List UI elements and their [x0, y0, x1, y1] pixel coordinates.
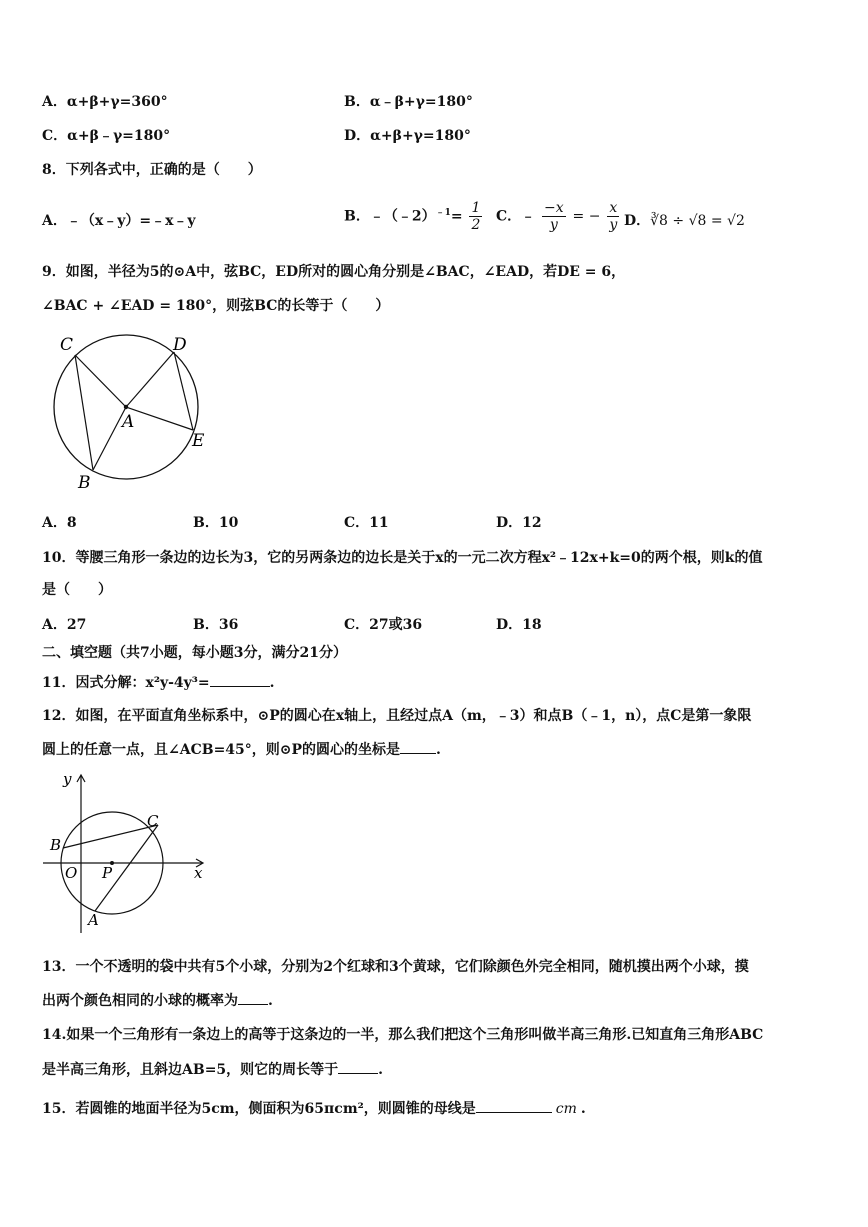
- q15-end: .: [580, 1101, 586, 1117]
- q7-option-d: D．α+β+γ=180°: [344, 128, 471, 144]
- q8-b-prefix: B．﹣（﹣2）: [344, 208, 436, 225]
- q11-stem: 11．因式分解：x²y-4y³=: [42, 675, 210, 691]
- q8-c-fraction-right: [607, 200, 619, 233]
- q8-d-label: D．: [624, 213, 651, 229]
- q9-center-point: [124, 405, 128, 409]
- q12-line-2-text: 圆上的任意一点，且∠ACB=45°，则⊙P的圆心的坐标是: [42, 742, 401, 758]
- q9-option-a: A．8: [42, 515, 77, 531]
- q14-end: .: [378, 1062, 384, 1078]
- q8-c-denominator-2: y: [609, 217, 618, 233]
- q8-c-prefix: C．﹣: [496, 208, 536, 225]
- q12-label-x: x: [194, 864, 203, 882]
- q12-answer-blank[interactable]: [400, 739, 436, 754]
- q8-b-equals: =: [450, 208, 463, 225]
- q9-radius-ac: [75, 355, 126, 407]
- q8-b-denominator: 2: [471, 217, 481, 233]
- q10-line-1: 10．等腰三角形一条边的边长为3，它的另两条边的边长是关于x的一元二次方程x²﹣12x+k=0的两个根，则k的值: [42, 550, 763, 566]
- q8-option-d: [624, 211, 745, 231]
- q8-stem: 8．下列各式中，正确的是（ ）: [42, 162, 262, 178]
- q11-answer-blank[interactable]: [210, 672, 270, 687]
- q11-text: [42, 672, 275, 693]
- q9-label-c: C: [60, 335, 74, 355]
- q15-stem: 15．若圆锥的地面半径为5cm，侧面积为65πcm²，则圆锥的母线是: [42, 1101, 476, 1117]
- q9-line-1: 9．如图，半径为5的⊙A中，弦BC，ED所对的圆心角分别是∠BAC，∠EAD，若DE = 6，: [42, 264, 626, 280]
- q9-label-a: A: [122, 412, 135, 432]
- q10-line-2: 是（ ）: [42, 582, 112, 598]
- q10-option-b: B．36: [193, 617, 239, 633]
- q7-option-b: B．α﹣β+γ=180°: [344, 94, 473, 110]
- q13-line-2-text: 出两个颜色相同的小球的概率为: [42, 993, 238, 1009]
- q7-option-c: C．α+β﹣γ=180°: [42, 128, 171, 144]
- q13-line-2: [42, 990, 273, 1011]
- q15-answer-blank[interactable]: [476, 1098, 552, 1113]
- q9-option-d: D．12: [496, 515, 542, 531]
- q12-label-c: C: [147, 812, 159, 830]
- q12-figure-coordinate: [38, 768, 213, 938]
- q9-label-d: D: [173, 335, 187, 355]
- q13-answer-blank[interactable]: [238, 990, 268, 1005]
- q11-end: .: [269, 675, 275, 691]
- q13-line-1: 13．一个不透明的袋中共有5个小球，分别为2个红球和3个黄球，它们除颜色外完全相同，随机摸出两个小球，摸: [42, 959, 749, 975]
- q15-text: [42, 1098, 586, 1119]
- q8-c-middle: = −: [572, 208, 601, 225]
- q8-c-numerator: −x: [544, 200, 564, 216]
- q8-c-numerator-2: x: [609, 200, 618, 216]
- q14-line-2: [42, 1059, 383, 1080]
- q14-line-1: 14.如果一个三角形有一条边上的高等于这条边的一半，那么我们把这个三角形叫做半高三角形.已知直角三角形ABC: [42, 1027, 764, 1043]
- q13-end: .: [268, 993, 273, 1009]
- q12-label-p: P: [102, 864, 113, 882]
- q10-option-d: D．18: [496, 617, 542, 633]
- q12-label-o: O: [65, 864, 78, 882]
- q8-option-b: [344, 200, 484, 233]
- q15-unit: cm: [555, 1101, 577, 1117]
- section-2-heading: 二、填空题（共7小题，每小题3分，满分21分）: [42, 645, 347, 661]
- q8-b-fraction: [469, 200, 482, 233]
- q12-label-a: A: [88, 911, 99, 929]
- q8-c-denominator: y: [549, 217, 558, 233]
- q8-b-numerator: 1: [471, 200, 481, 216]
- q12-end: .: [436, 742, 441, 758]
- q8-b-exponent: ﹣1: [435, 207, 451, 218]
- q8-d-expression: ∛8 ÷ √8 = √2: [650, 213, 745, 229]
- q9-line-2: ∠BAC + ∠EAD = 180°，则弦BC的长等于（ ）: [42, 298, 390, 314]
- q9-label-e: E: [192, 431, 205, 451]
- q9-figure-circle: [48, 330, 218, 495]
- q8-option-c: [496, 200, 621, 233]
- q10-option-a: A．27: [42, 617, 87, 633]
- q7-option-a: A．α+β+γ=360°: [42, 94, 168, 110]
- q9-label-b: B: [78, 473, 91, 493]
- q14-answer-blank[interactable]: [338, 1059, 378, 1074]
- q12-line-1: 12．如图，在平面直角坐标系中，⊙P的圆心在x轴上，且经过点A（m，﹣3）和点B（﹣1，n），点C是第一象限: [42, 708, 752, 724]
- q12-line-2: [42, 739, 441, 760]
- q9-radius-ae: [126, 407, 193, 430]
- q10-option-c: C．27或36: [344, 617, 423, 633]
- q8-option-a: A．﹣（x﹣y）=﹣x﹣y: [42, 213, 196, 229]
- q14-line-2-text: 是半高三角形，且斜边AB=5，则它的周长等于: [42, 1062, 339, 1078]
- q9-option-c: C．11: [344, 515, 389, 531]
- q9-chord-cb: [75, 355, 93, 470]
- q12-label-b: B: [50, 836, 62, 854]
- q12-label-y: y: [63, 770, 72, 788]
- q9-option-b: B．10: [193, 515, 239, 531]
- q9-radius-ad: [126, 352, 174, 407]
- q8-c-fraction-left: [542, 200, 566, 233]
